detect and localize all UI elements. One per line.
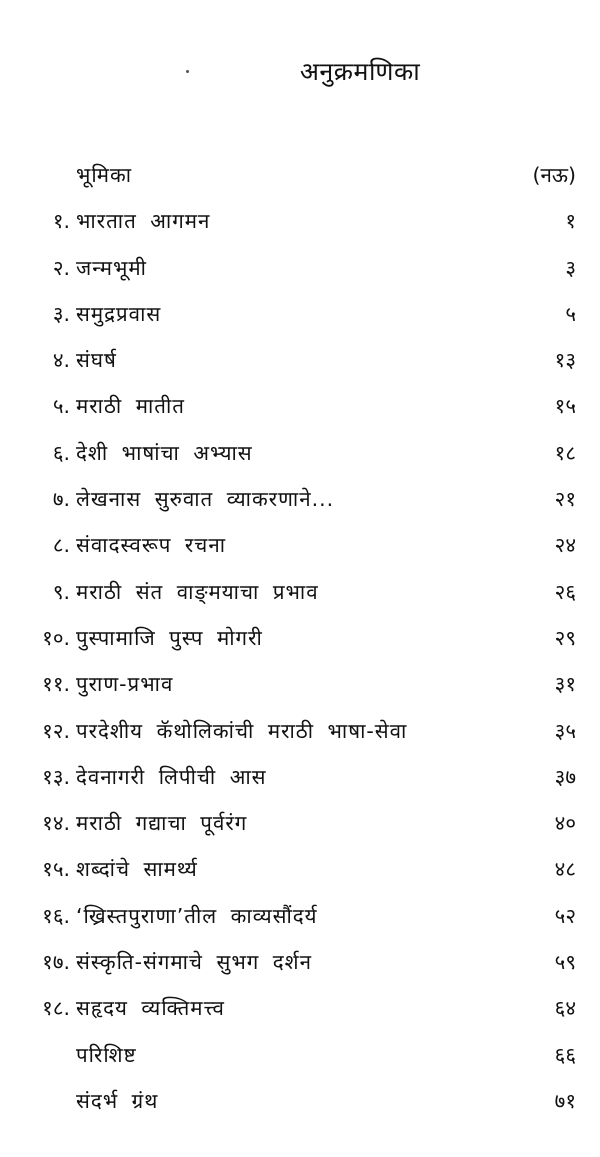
toc-entry-page: ४० — [554, 811, 576, 836]
toc-entry-number: ७. — [52, 487, 70, 512]
toc-entry-number: १०. — [42, 625, 70, 650]
toc-entry — [0, 669, 600, 715]
toc-entry-number: २. — [52, 255, 70, 280]
toc-entry-number: ६. — [52, 440, 70, 465]
toc-entry-number: १७. — [42, 950, 70, 975]
toc-entry — [0, 716, 600, 762]
toc-entry-page: ३१ — [554, 672, 576, 697]
toc-entry-page: ३५ — [554, 718, 576, 743]
toc-entry — [0, 299, 600, 345]
toc-entry-number: १६. — [42, 903, 70, 928]
toc-entry-page: ६४ — [554, 996, 576, 1021]
toc-entry — [0, 484, 600, 530]
toc-entry-number: ५. — [52, 394, 70, 419]
toc-entry-page: ५९ — [554, 950, 576, 975]
toc-entry — [0, 993, 600, 1039]
toc-entry-title: भूमिका — [76, 163, 133, 187]
toc-entry-number: १५. — [42, 857, 70, 882]
toc-entry — [0, 808, 600, 854]
toc-entry-number: ८. — [52, 533, 70, 558]
toc-entry-page: (नऊ) — [532, 163, 576, 187]
toc-entry-title: संस्कृति-संगमाचे सुभग दर्शन — [76, 950, 312, 975]
toc-entry-title: ‘ख्रिस्तपुराणा’तील काव्यसौंदर्य — [76, 903, 318, 928]
toc-entry-number: १३. — [42, 764, 70, 789]
toc-entry-page: ५ — [565, 301, 576, 326]
toc-entry-title: मराठी गद्याचा पूर्वरंग — [76, 811, 248, 836]
toc-entry-title: पुस्पामाजि पुस्प मोगरी — [76, 625, 263, 650]
toc-entry — [0, 160, 600, 206]
toc-entry-title: संघर्ष — [76, 348, 117, 373]
toc-entry-title: भारतात आगमन — [76, 209, 211, 234]
toc-entry-number: १४. — [42, 811, 70, 836]
toc-entry-page: ४८ — [554, 857, 576, 882]
toc-entry — [0, 623, 600, 669]
toc-entry-page: १५ — [554, 394, 576, 419]
toc-entry — [0, 438, 600, 484]
toc-entry — [0, 854, 600, 900]
toc-entry-page: ५२ — [554, 903, 576, 928]
toc-entry-number: ३. — [52, 301, 70, 326]
toc-entry — [0, 1086, 600, 1132]
toc-entry-title: संवादस्वरूप रचना — [76, 533, 227, 558]
toc-entry-title: समुद्रप्रवास — [76, 301, 162, 326]
toc-entry-title: परदेशीय कॅथोलिकांची मराठी भाषा-सेवा — [76, 718, 408, 743]
toc-entry-page: ३ — [565, 255, 576, 280]
toc-entry-title: लेखनास सुरुवात व्याकरणाने... — [76, 487, 335, 512]
toc-entry-page: ६६ — [554, 1042, 576, 1067]
toc-entry-page: १३ — [554, 348, 576, 373]
toc-entry-number: १८. — [42, 996, 70, 1021]
toc-entry-page: १८ — [554, 440, 576, 465]
toc-entry-page: ७१ — [554, 1088, 576, 1113]
toc-entry — [0, 762, 600, 808]
toc-entry-page: १ — [565, 209, 576, 234]
table-of-contents — [0, 160, 600, 1132]
toc-entry-number: ९. — [52, 579, 70, 604]
toc-entry — [0, 1040, 600, 1086]
toc-entry-title: शब्दांचे सामर्थ्य — [76, 857, 198, 882]
toc-entry-title: देवनागरी लिपीची आस — [76, 764, 267, 789]
toc-entry — [0, 206, 600, 252]
toc-entry — [0, 345, 600, 391]
toc-entry-title: पुराण-प्रभाव — [76, 672, 174, 697]
toc-entry — [0, 253, 600, 299]
toc-entry — [0, 901, 600, 947]
page-title: अनुक्रमणिका — [299, 57, 421, 86]
toc-entry-title: परिशिष्ट — [76, 1042, 137, 1067]
toc-entry-page: ३७ — [554, 764, 576, 789]
toc-entry-title: सहृदय व्यक्तिमत्त्व — [76, 996, 225, 1021]
toc-entry-title: मराठी संत वाङ्‌मयाचा प्रभाव — [76, 579, 319, 604]
toc-entry-number: १. — [52, 209, 70, 234]
toc-entry-page: २६ — [554, 579, 576, 604]
toc-entry — [0, 947, 600, 993]
toc-entry-page: २१ — [554, 487, 576, 512]
toc-entry-page: २४ — [554, 533, 576, 558]
toc-entry — [0, 391, 600, 437]
toc-entry-page: २९ — [554, 625, 576, 650]
toc-entry-number: १२. — [42, 718, 70, 743]
toc-entry-title: जन्मभूमी — [76, 255, 147, 280]
toc-entry-title: देशी भाषांचा अभ्यास — [76, 440, 253, 465]
toc-entry-title: संदर्भ ग्रंथ — [76, 1088, 159, 1113]
toc-entry-number: ११. — [42, 672, 70, 697]
toc-entry — [0, 577, 600, 623]
toc-entry-title: मराठी मातीत — [76, 394, 185, 419]
toc-entry-number: ४. — [52, 348, 70, 373]
toc-entry — [0, 530, 600, 576]
